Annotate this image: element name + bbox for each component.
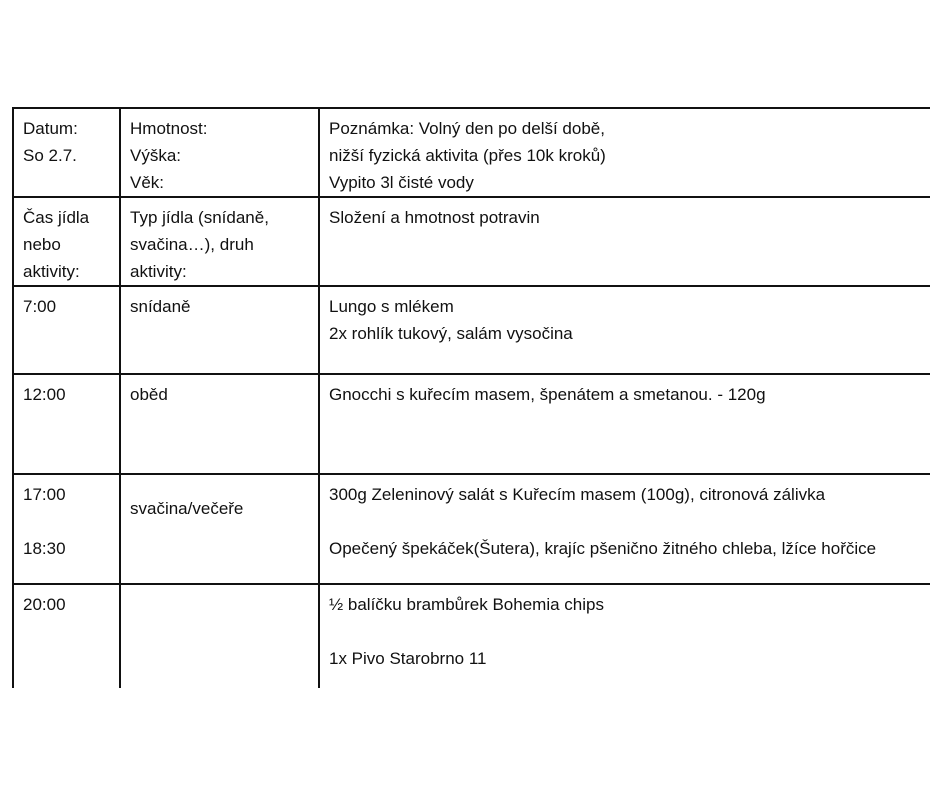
meal-type-cell [120, 286, 319, 374]
meal-type-cell [120, 584, 319, 688]
time-value: 20:00 [23, 595, 66, 614]
time-header-line: nebo [23, 235, 61, 254]
time-header-line: Čas jídla [23, 208, 90, 227]
food-header-line: Složení a hmotnost potravin [329, 208, 540, 227]
note-line: Poznámka: Volný den po delší době, [329, 119, 605, 138]
meal-type-cell [120, 374, 319, 474]
height-label: Výška: [130, 146, 182, 165]
table-row [13, 474, 930, 584]
column-header-row [13, 197, 930, 286]
time-value: 7:00 [23, 297, 57, 316]
time-cell [13, 584, 120, 688]
header-row [13, 108, 930, 197]
body-stats-cell [120, 108, 319, 197]
table-row [13, 286, 930, 374]
meal-type-value: svačina/večeře [130, 499, 244, 518]
time-cell [13, 286, 120, 374]
note-line: Vypito 3l čisté vody [329, 173, 474, 192]
food-line: ½ balíčku brambůrek Bohemia chips [329, 595, 604, 614]
food-line: 2x rohlík tukový, salám vysočina [329, 324, 573, 343]
food-cell [319, 286, 930, 374]
time-header-line: aktivity: [23, 262, 80, 281]
type-header-line: Typ jídla (snídaně, [130, 208, 269, 227]
time-value: 17:00 [23, 485, 66, 504]
date-cell [13, 108, 120, 197]
type-header-line: aktivity: [130, 262, 187, 281]
note-cell [319, 108, 930, 197]
time-cell [13, 374, 120, 474]
meal-type-value: oběd [130, 385, 168, 404]
food-diary-table [12, 107, 930, 688]
type-header-line: svačina…), druh [130, 235, 254, 254]
food-line: Opečený špekáček(Šutera), krajíc pšeničnо žitného chleba, lžíce hořčice [329, 539, 877, 558]
table-row [13, 584, 930, 688]
time-value: 18:30 [23, 539, 66, 558]
food-line: 1x Pivo Starobrno 11 [329, 649, 487, 668]
table-row [13, 374, 930, 474]
time-value: 12:00 [23, 385, 66, 404]
food-column-header [319, 197, 930, 286]
food-line: 300g Zeleninový salát s Kuřecím masem (100g), citronová zálivka [329, 485, 826, 504]
weight-label: Hmotnost: [130, 119, 208, 138]
meal-type-value: snídaně [130, 297, 191, 316]
meal-type-cell [120, 474, 319, 584]
time-column-header [13, 197, 120, 286]
date-value: So 2.7. [23, 146, 77, 165]
note-line: nižší fyzická aktivita (přes 10k kroků) [329, 146, 606, 165]
food-line: Gnocchi s kuřecím masem, špenátem a smetanou. - 120g [329, 385, 766, 404]
type-column-header [120, 197, 319, 286]
food-cell [319, 584, 930, 688]
food-line: Lungo s mlékem [329, 297, 454, 316]
food-cell [319, 474, 930, 584]
food-diary-sheet [12, 107, 930, 688]
time-cell [13, 474, 120, 584]
age-label: Věk: [130, 173, 165, 192]
date-label: Datum: [23, 119, 78, 138]
food-cell [319, 374, 930, 474]
